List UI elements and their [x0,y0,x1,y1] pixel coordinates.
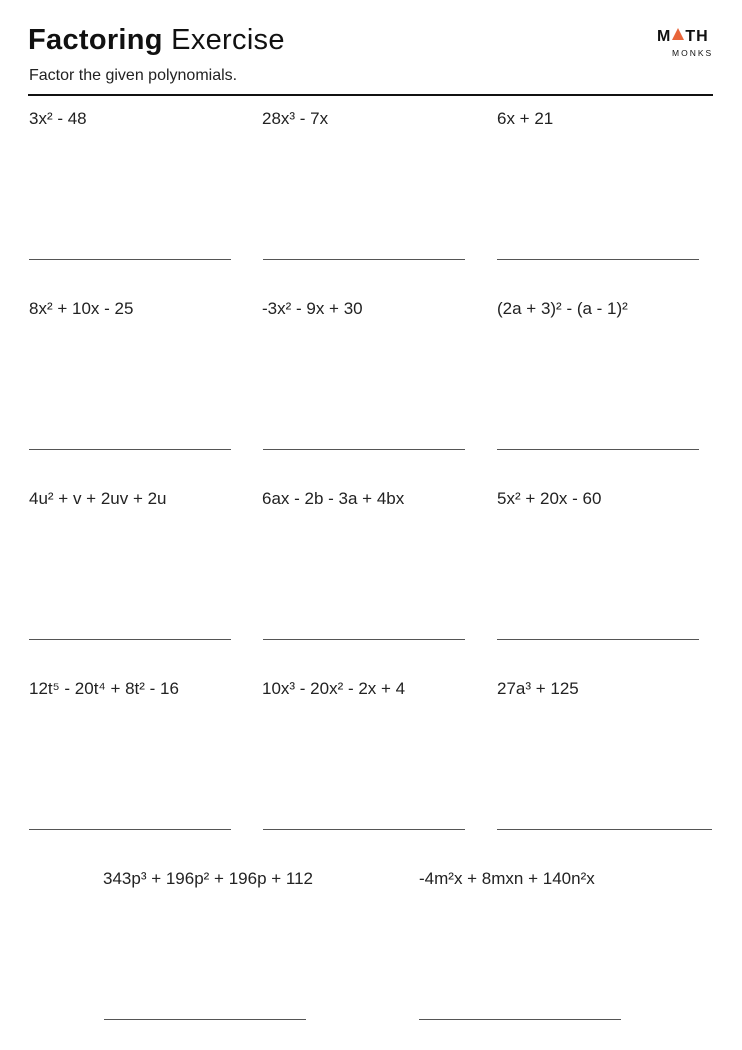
answer-line-10[interactable] [29,829,231,830]
answer-line-13[interactable] [104,1019,306,1020]
answer-line-1[interactable] [29,259,231,260]
problem-10: 12t⁵ - 20t⁴ + 8t² - 16 [29,679,179,698]
answer-line-9[interactable] [497,639,699,640]
problem-7: 4u² + v + 2uv + 2u [29,489,167,508]
answer-line-2[interactable] [263,259,465,260]
answer-line-14[interactable] [419,1019,621,1020]
logo-subtext: MONKS [672,48,714,58]
logo-text-left: M [657,28,672,45]
answer-line-5[interactable] [263,449,465,450]
problem-6: (2a + 3)² - (a - 1)² [497,299,628,318]
answer-line-11[interactable] [263,829,465,830]
problem-12: 27a³ + 125 [497,679,579,698]
title-rest: Exercise [162,24,285,56]
instructions: Factor the given polynomials. [29,67,238,84]
problem-14: -4m²x + 8mxn + 140n²x [419,869,595,888]
page-title [28,24,285,57]
answer-line-4[interactable] [29,449,231,450]
problem-4: 8x² + 10x - 25 [29,299,134,318]
answer-line-3[interactable] [497,259,699,260]
logo-text-right: TH [685,28,709,45]
problem-11: 10x³ - 20x² - 2x + 4 [262,679,406,698]
problem-3: 6x + 21 [497,109,554,128]
math-monks-logo [657,28,715,58]
answer-line-12[interactable] [497,829,712,830]
title-bold: Factoring [28,24,163,56]
header-divider [28,94,713,96]
problem-1: 3x² - 48 [29,109,87,128]
problem-9: 5x² + 20x - 60 [497,489,602,508]
problem-13: 343p³ + 196p² + 196p + 112 [103,869,314,888]
problem-2: 28x³ - 7x [262,109,329,128]
answer-line-7[interactable] [29,639,231,640]
triangle-icon [672,28,684,40]
answer-line-8[interactable] [263,639,465,640]
problem-8: 6ax - 2b - 3a + 4bx [262,489,405,508]
problem-5: -3x² - 9x + 30 [262,299,363,318]
answer-line-6[interactable] [497,449,699,450]
